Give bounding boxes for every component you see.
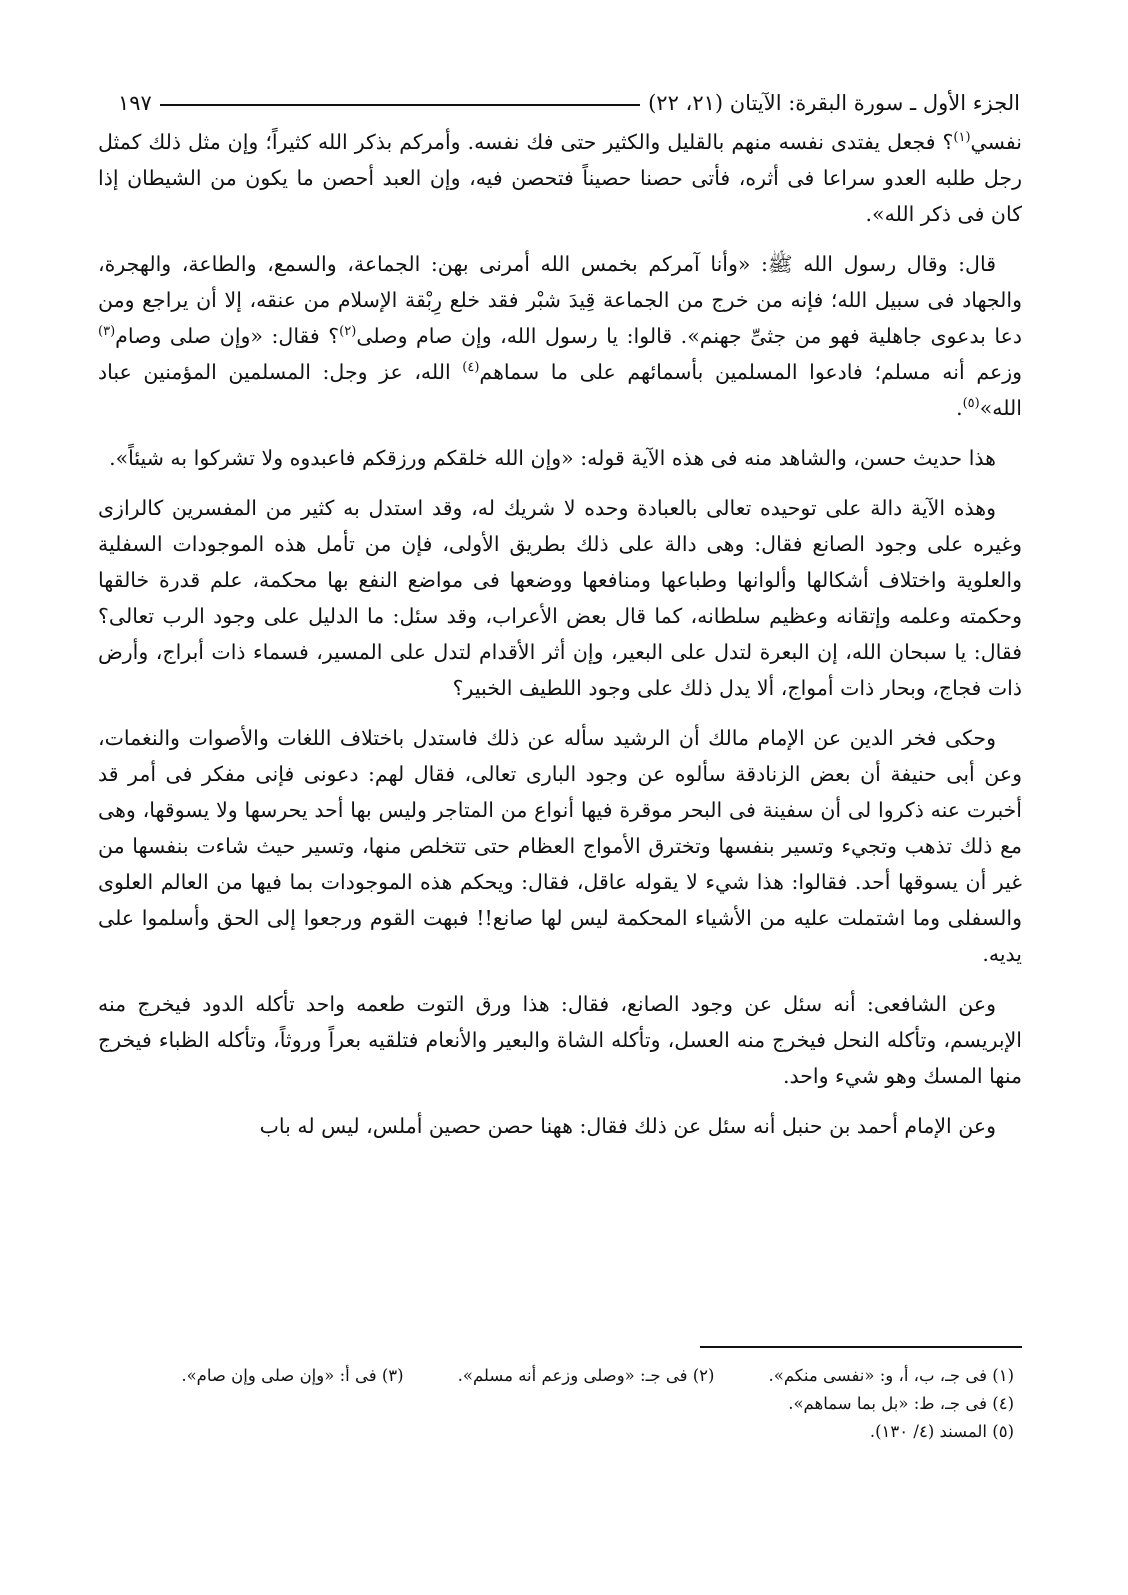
paragraph-text: نفسي <box>970 130 1022 154</box>
paragraph-7: وعن الإمام أحمد بن حنبل أنه سئل عن ذلك فقال: ههنا حصن حصين أملس، ليس له باب <box>259 1114 996 1138</box>
footnote-3: (٣) فى أ: «وإن صلى وإن صام». <box>181 1366 404 1385</box>
paragraph-text: قال: وقال رسول الله ﷺ: «وأنا آمركم بخمس الله أمرنى بهن: الجماعة، والسمع، والطاعة، والهجرة، والجهاد فى سبيل الله؛ فإنه من خرج من الجماعة قِيدَ شبْر فقد خلع رِبْقة الإسلام من عنقه، إلا أن يراجع ومن دعا بدعوى جاهلية فهو من جثىِّ جهنم». قالوا: يا رسول الله، وإن صام وصلى <box>98 252 1022 348</box>
footnote-5: (٥) المسند (٤/ ١٣٠). <box>869 1422 1014 1441</box>
footnote-row <box>98 1390 1014 1418</box>
running-title: الجزء الأول ـ سورة البقرة: الآيتان (٢١، ٢٢) <box>648 91 1020 115</box>
footnote-2: (٢) فى جـ: «وصلى وزعم أنه مسلم». <box>457 1366 715 1385</box>
footnote-separator <box>700 1346 1022 1348</box>
paragraph-6: وعن الشافعى: أنه سئل عن وجود الصانع، فقال: هذا ورق التوت طعمه واحد تأكله الدود فيخرج منه الإبريسم، وتأكله النحل فيخرج منه العسل، وتأكله الشاة والبعير والأنعام فتلقيه بعراً وروثاً، وتأكله الظباء فيخرج منها المسك وهو شيء واحد. <box>98 992 1022 1088</box>
footnote-ref-3: (٣) <box>98 324 116 340</box>
paragraph-3: هذا حديث حسن، والشاهد منه فى هذه الآية قوله: «وإن الله خلقكم ورزقكم فاعبدوه ولا تشركوا به شيئاً». <box>109 446 996 470</box>
paragraph-5: وحكى فخر الدين عن الإمام مالك أن الرشيد سأله عن ذلك فاستدل باختلاف اللغات والأصوات والنغمات، وعن أبى حنيفة أن بعض الزنادقة سألوه عن وجود البارى تعالى، فقال لهم: دعونى فإنى مفكر فى أمر قد أخبرت عنه ذكروا لى أن سفينة فى البحر موقرة فيها أنواع من المتاجر وليس بها أحد يحرسها ولا يسوقها، وهى مع ذلك تذهب وتجيء وتسير بنفسها وتخترق الأمواج العظام حتى تتخلص منها، وتسير حيث شاءت بنفسها من غير أن يسوقها أحد. فقالوا: هذا شيء لا يقوله عاقل، فقال: ويحكم هذه الموجودات بما فيها من العالم العلوى والسفلى وما اشتملت عليه من الأشياء المحكمة ليس لها صانع!! فبهت القوم ورجعوا إلى الحق وأسلموا على يديه. <box>98 726 1022 966</box>
page-number: ١٩٧ <box>118 91 152 115</box>
paragraph-text: . <box>956 396 963 420</box>
header-rule <box>160 104 640 106</box>
paragraph-text: الله، عز وجل: المسلمين المؤمنين عباد الله» <box>98 360 1022 420</box>
footnotes <box>98 1362 1014 1446</box>
footnote-ref-2: (٢) <box>339 324 357 340</box>
page-header <box>118 86 1020 120</box>
footnote-4: (٤) فى جـ، ط: «بل بما سماهم». <box>788 1394 1014 1413</box>
paragraph-text: ؟ فجعل يفتدى نفسه منهم بالقليل والكثير حتى فك نفسه. وأمركم بذكر الله كثيراً؛ وإن مثل ذلك كمثل رجل طلبه العدو سراعا فى أثره، فأتى حصنا حصيناً فتحصن فيه، وإن العبد أحصن ما يكون من الشيطان إذا كان فى ذكر الله». <box>98 130 1022 226</box>
main-text <box>98 124 1022 1158</box>
footnote-row <box>98 1418 1014 1446</box>
paragraph-1 <box>98 124 1022 232</box>
paragraph-text: وزعم أنه مسلم؛ فادعوا المسلمين بأسمائهم على ما سماهم <box>479 360 1022 384</box>
paragraph-2 <box>98 246 1022 426</box>
footnote-1: (١) فى جـ، ب، أ، و: «نفسى منكم». <box>768 1366 1014 1385</box>
paragraph-text: ؟ فقال: «وإن صلى وصام <box>115 324 340 348</box>
footnote-row <box>98 1362 1014 1390</box>
footnote-ref-4: (٤) <box>462 360 480 376</box>
footnote-ref-1: (١) <box>953 130 971 146</box>
footnote-ref-5: (٥) <box>962 396 980 412</box>
paragraph-4: وهذه الآية دالة على توحيده تعالى بالعبادة وحده لا شريك له، وقد استدل به كثير من المفسرين كالرازى وغيره على وجود الصانع فقال: وهى دالة على ذلك بطريق الأولى، فإن من تأمل هذه الموجودات السفلية والعلوية واختلاف أشكالها وألوانها وطباعها ومنافعها ووضعها فى مواضع النفع بها محكمة، علم قدرة خالقها وحكمته وعلمه وإتقانه وعظيم سلطانه، كما قال بعض الأعراب، وقد سئل: ما الدليل على وجود الرب تعالى؟ فقال: يا سبحان الله، إن البعرة لتدل على البعير، وإن أثر الأقدام لتدل على المسير، فسماء ذات أبراج، وأرض ذات فجاج، وبحار ذات أمواج، ألا يدل ذلك على وجود اللطيف الخبير؟ <box>98 496 1022 700</box>
